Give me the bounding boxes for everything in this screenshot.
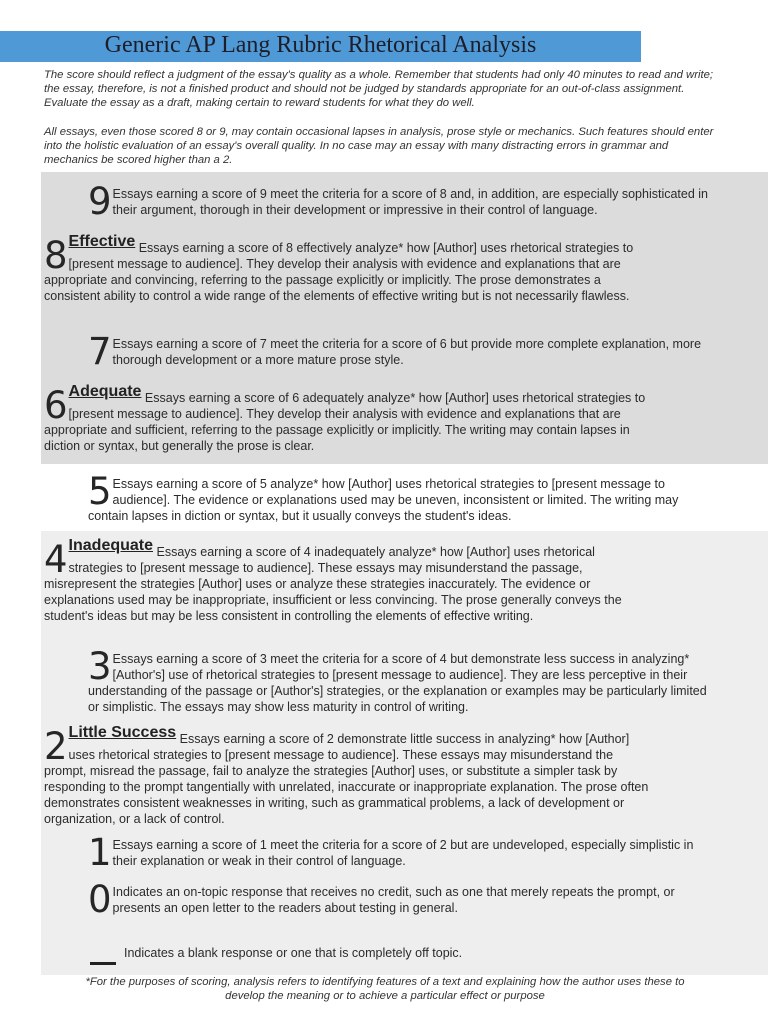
score-5-description: Essays earning a score of 5 analyze* how [Author] uses rhetorical strategies to [present message to audience]. The evidence or explanations used may be uneven, inconsistent or limited. The writing may contain lapses in diction or syntax, but it usually conveys the student's ideas. — [88, 477, 679, 523]
score-number: 0 — [88, 878, 112, 921]
score-5-entry — [88, 470, 722, 524]
score-2-entry — [44, 724, 650, 827]
score-8-heading: Effective — [68, 233, 136, 250]
score-6-description: Essays earning a score of 6 adequately analyze* how [Author] uses rhetorical strategies to [present message to audience]. They develop their analysis with evidence and explanations that are appropriate and sufficient, referring to the passage explicitly or implicitly. The writing may contain lapses in diction or syntax, but generally the prose is clear. — [44, 391, 646, 453]
score-4-description: Essays earning a score of 4 inadequately analyze* how [Author] uses rhetorical strategies to [present message to audience]. These essays may misunderstand the passage, misrepresent the strategies [Author] uses or analyze these strategies inaccurately. The evidence or explanations used may be inappropriate, insufficient or less convincing. The prose generally conveys the student's ideas but may be less consistent in controlling the elements of effective writing. — [44, 545, 622, 623]
page-title: Generic AP Lang Rubric Rhetorical Analysis — [104, 32, 537, 58]
score-6-entry — [44, 383, 648, 454]
score-0-entry — [88, 878, 722, 921]
score-number: 9 — [88, 180, 112, 223]
title-bar — [0, 31, 641, 62]
blank-description: Indicates a blank response or one that is completely off topic. — [124, 946, 463, 960]
score-8-description: Essays earning a score of 8 effectively analyze* how [Author] uses rhetorical strategies to [present message to audience]. They develop their analysis with evidence and explanations that are appropriate and convincing, referring to the passage explicitly or implicitly. The prose demonstrates a consistent ability to control a wide range of the elements of effective writing but is not necessarily flawless. — [44, 241, 634, 303]
score-4-heading: Inadequate — [68, 537, 154, 554]
score-number: 8 — [44, 234, 68, 277]
score-6-heading: Adequate — [68, 383, 142, 400]
score-number: 7 — [88, 330, 112, 373]
score-number: 2 — [44, 725, 68, 768]
score-0-description: Indicates an on-topic response that receives no credit, such as one that merely repeats the prompt, or presents an open letter to the readers about testing in general. — [112, 885, 675, 915]
score-number: 1 — [88, 831, 112, 874]
score-8-entry — [44, 233, 640, 304]
score-7-entry — [88, 330, 710, 373]
score-2-description: Essays earning a score of 2 demonstrate little success in analyzing* how [Author] uses rhetorical strategies to [present message to audience]. These essays may misunderstand the prompt, misread the passage, fail to analyze the strategies [Author] uses, or substitute a simpler task by responding to the prompt tangentially with unrelated, inaccurate or inappropriate explanation. The prose often demonstrates consistent weaknesses in writing, such as grammatical problems, a lack of development or organization, or a lack of control. — [44, 732, 649, 826]
score-number: 3 — [88, 645, 112, 688]
score-9-entry — [88, 180, 722, 223]
intro-paragraph-2: All essays, even those scored 8 or 9, may contain occasional lapses in analysis, prose style or mechanics. Such features should enter into the holistic evaluation of an essay's overall quality. In no case may an essay with many distracting errors in grammar and mechanics be scored higher than a 2. — [44, 126, 714, 166]
blank-dash-mark — [90, 962, 116, 965]
score-7-description: Essays earning a score of 7 meet the criteria for a score of 6 but provide more complete explanation, more thorough development or a more mature prose style. — [112, 337, 702, 367]
score-number: 6 — [44, 384, 68, 427]
score-1-description: Essays earning a score of 1 meet the criteria for a score of 2 but are undeveloped, especially simplistic in their explanation or weak in their control of language. — [112, 838, 694, 868]
score-1-entry — [88, 831, 710, 874]
blank-entry — [90, 945, 710, 961]
score-3-entry — [88, 645, 720, 715]
score-number: 4 — [44, 538, 68, 581]
score-9-description: Essays earning a score of 9 meet the criteria for a score of 8 and, in addition, are especially sophisticated in their argument, thorough in their development or impressive in their control of language. — [112, 187, 709, 217]
score-3-description: Essays earning a score of 3 meet the criteria for a score of 4 but demonstrate less success in analyzing* [Author's] use of rhetorical strategies to [present message to audience]. They are less perceptive in their understanding of the passage or [Author's] strategies, or the explanation or examples may be particularly limited or simplistic. The essays may show less maturity in control of writing. — [88, 652, 707, 714]
score-4-entry — [44, 537, 648, 624]
score-number: 5 — [88, 470, 112, 513]
score-2-heading: Little Success — [68, 724, 177, 741]
intro-paragraph-1: The score should reflect a judgment of the essay's quality as a whole. Remember that students had only 40 minutes to read and write; the essay, therefore, is not a finished product and should not be judged by standards appropriate for an out-of-class assignment. Evaluate the essay as a draft, making certain to reward students for what they do well. — [44, 69, 714, 109]
footnote: *For the purposes of scoring, analysis refers to identifying features of a text and explaining how the author uses these to develop the meaning or to achieve a particular effect or purpose — [85, 976, 685, 1002]
